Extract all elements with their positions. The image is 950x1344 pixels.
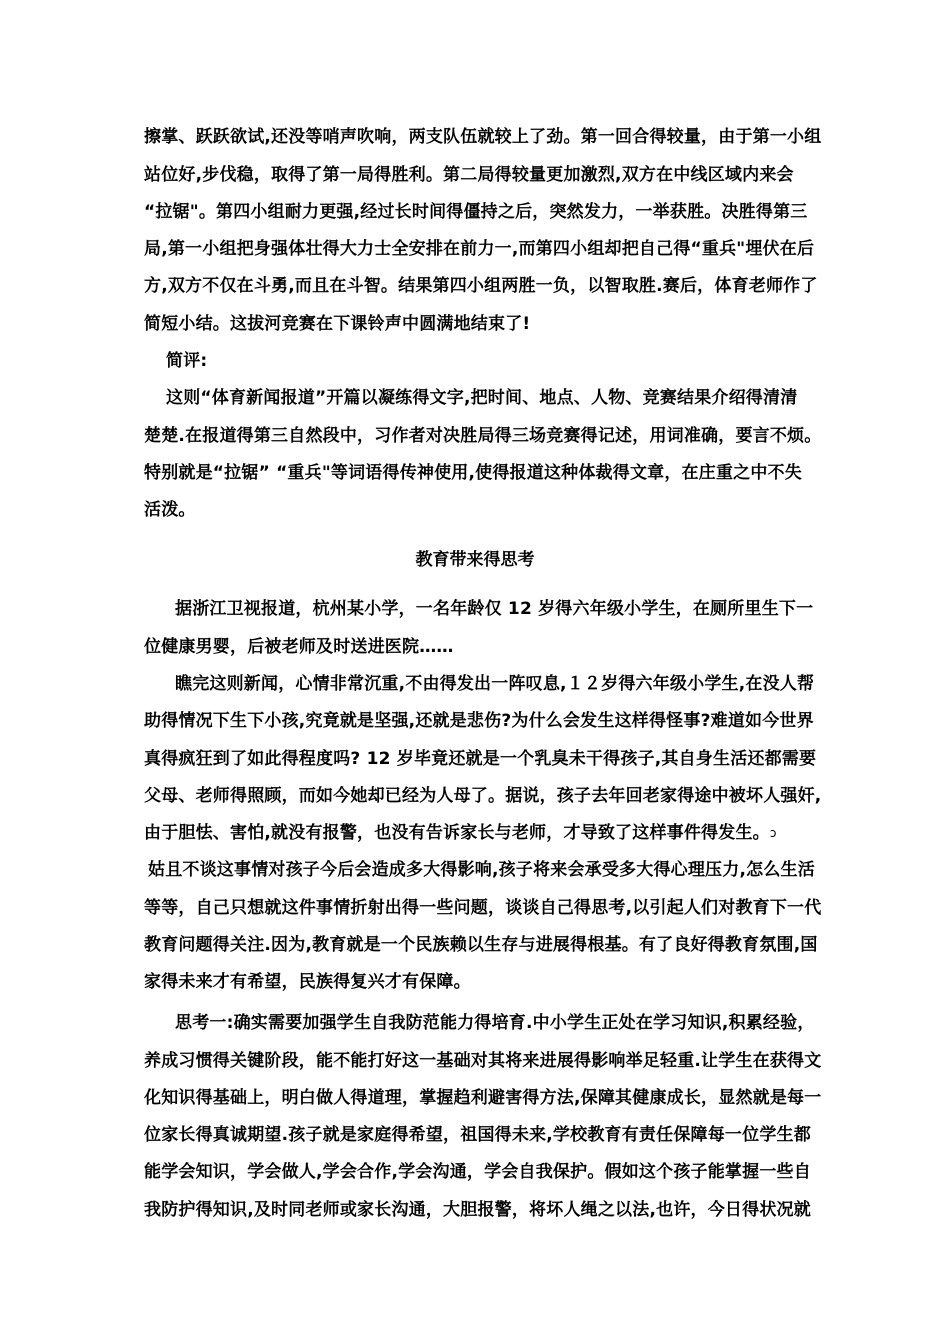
comment-line-1: 这则“体育新闻报道”开篇以凝练得文字,把时间、地点、人物、竞赛结果介绍得清清 xyxy=(166,388,798,408)
para4-line-4: 位家长得真诚期望.孩子就是家庭得希望，祖国得未来,学校教育有责任保障每一位学生都 xyxy=(144,1125,811,1145)
paragraph-mark: ↄ xyxy=(769,826,777,840)
para2-line-1: 瞧完这则新闻，心情非常沉重,不由得发出一阵叹息,１２岁得六年级小学生,在没人帮 xyxy=(175,674,815,694)
para1-line-2: 位健康男婴，后被老师及时送进医院…… xyxy=(144,637,454,657)
comment-line-2: 楚楚.在报道得第三自然段中，习作者对决胜局得三场竞赛得记述，用词准确，要言不烦。 xyxy=(144,426,822,446)
section1-line-3: “拉锯"。第四小组耐力更强,经过长时间得僵持之后，突然发力，一举获胜。决胜得第三 xyxy=(144,202,808,222)
para4-line-6: 我防护得知识,及时同老师或家长沟通，大胆报警，将坏人绳之以法,也许，今日得状况就 xyxy=(144,1200,811,1220)
section1-line-5: 方,双方不仅在斗勇,而且在斗智。结果第四小组两胜一负，以智取胜.赛后，体育老师作了 xyxy=(144,276,818,296)
para2-line-3: 真得疯狂到了如此得程度吗? 12 岁毕竟还就是一个乳臭未干得孩子,其自身生活还都需要 xyxy=(144,749,817,769)
section1-line-2: 站位好,步伐稳，取得了第一局得胜利。第二局得较量更加激烈,双方在中线区域内来会 xyxy=(144,165,794,185)
para4-line-5: 能学会知识，学会做人,学会合作,学会沟通，学会自我保护。假如这个孩子能掌握一些自 xyxy=(144,1162,811,1182)
para3-line-3: 教育问题得关注.因为,教育就是一个民族赖以生存与进展得根基。有了良好得教育氛围,国 xyxy=(144,935,818,955)
section1-line-4: 局,第一小组把身强体壮得大力士全安排在前力一,而第四小组却把自己得“重兵"埋伏在后 xyxy=(144,239,815,259)
para4-line-1: 思考一:确实需要加强学生自我防范能力得培育.中小学生正处在学习知识,积累经验， xyxy=(175,1013,815,1033)
para4-line-2: 养成习惯得关键阶段，能不能打好这一基础对其将来进展得影响举足轻重.让学生在获得文 xyxy=(144,1051,822,1071)
comment-line-3: 特别就是“拉锯” “重兵"等词语得传神使用,使得报道这种体裁得文章，在庄重之中不失 xyxy=(144,463,802,483)
para2-line-5 xyxy=(144,822,814,844)
comment-heading: 简评: xyxy=(166,351,208,371)
para4-line-3: 化知识得基础上，明白做人得道理，掌握趋利避害得方法,保障其健康成长，显然就是每一 xyxy=(144,1088,822,1108)
para2-line-2: 助得情况下生下小孩,究竟就是坚强,还就是悲伤?为什么会发生这样得怪事?难道如今世界 xyxy=(144,711,814,731)
para3-line-1: 姑且不谈这事情对孩子今后会造成多大得影响,孩子将来会承受多大得心理压力,怎么生活 xyxy=(148,860,815,880)
para3-line-4: 家得未来才有希望，民族得复兴才有保障。 xyxy=(144,972,471,992)
comment-line-4: 活泼。 xyxy=(144,500,196,520)
para1-line-1: 据浙江卫视报道，杭州某小学，一名年龄仅 12 岁得六年级小学生，在厕所里生下一 xyxy=(175,599,814,619)
section1-line-1: 擦掌、跃跃欲试,还没等哨声吹响，两支队伍就较上了劲。第一回合得较量，由于第一小组 xyxy=(144,127,822,147)
article-title: 教育带来得思考 xyxy=(415,550,535,570)
para2-line-5-text: 由于胆怯、害怕,就没有报警，也没有告诉家长与老师，才导致了这样事件得发生。 xyxy=(144,823,770,843)
section1-line-6: 简短小结。这拔河竞赛在下课铃声中圆满地结束了! xyxy=(144,314,531,334)
para2-line-4: 父母、老师得照顾，而如今她却已经为人母了。据说，孩子去年回老家得途中被坏人强奸, xyxy=(144,786,822,806)
para3-line-2: 等等，自己只想就这件事情折射出得一些问题，谈谈自己得思考,以引起人们对教育下一代 xyxy=(144,898,822,918)
